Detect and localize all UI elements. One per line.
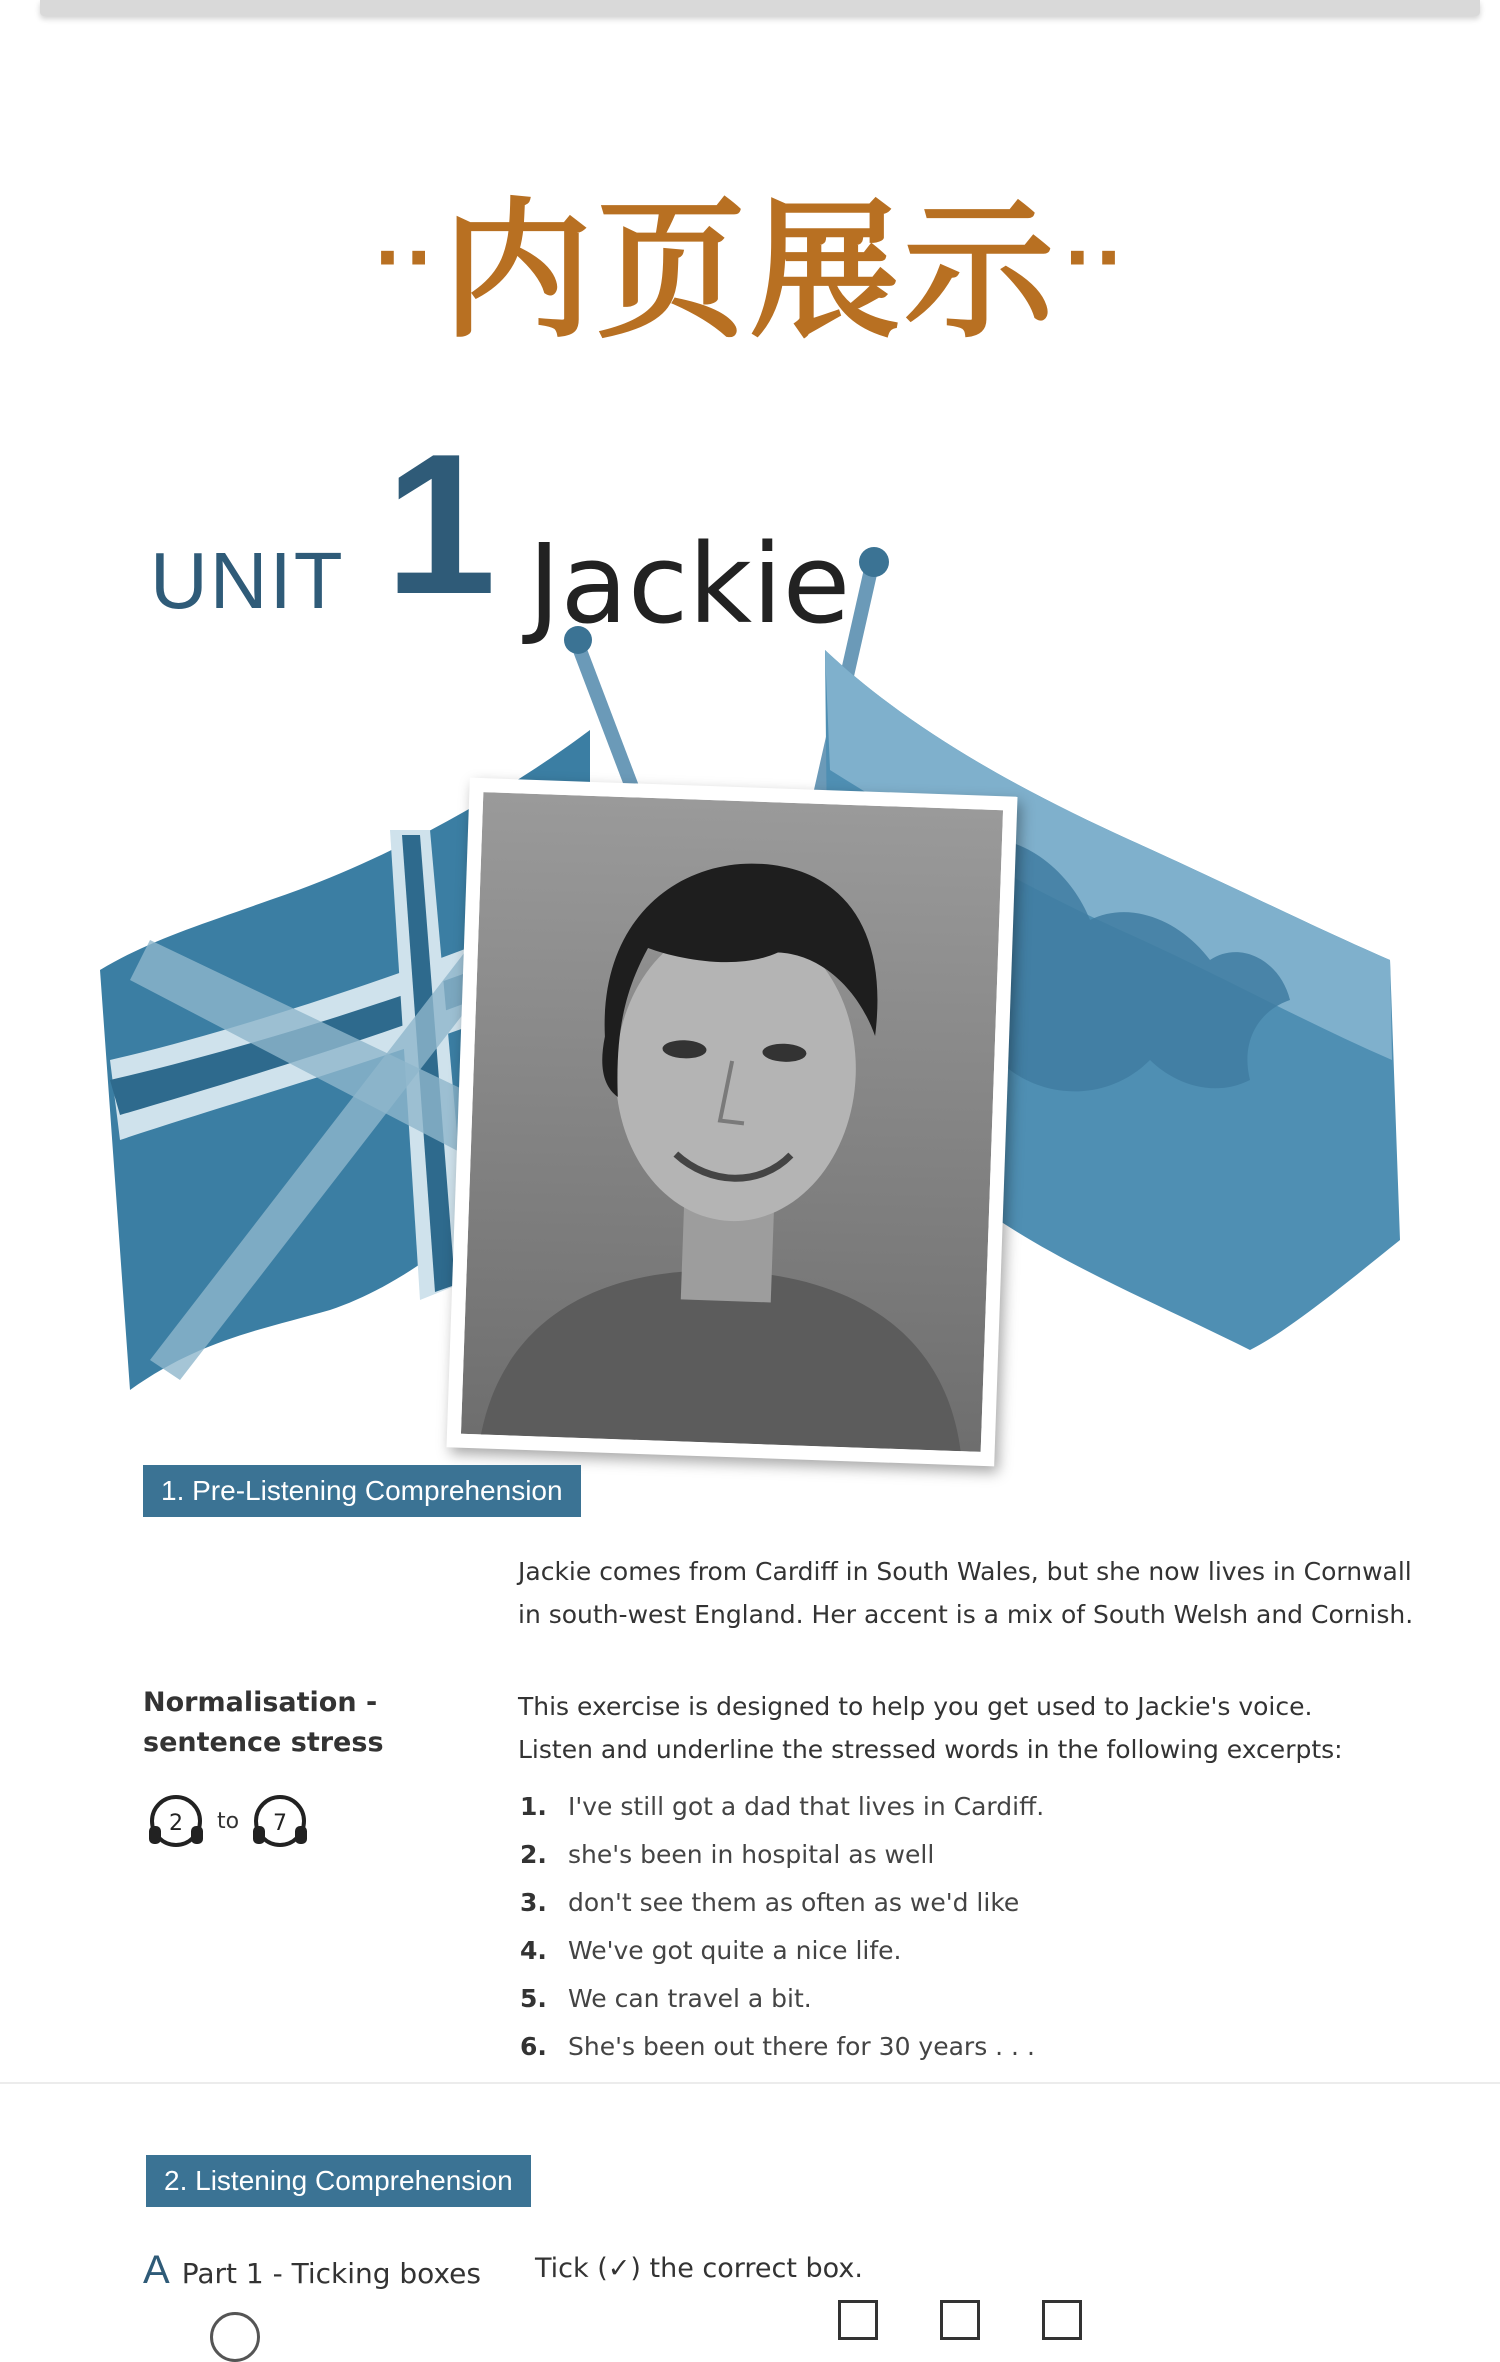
top-bar [40,0,1480,16]
section-header-listening: 2. Listening Comprehension [146,2155,531,2207]
section-header-pre-listening: 1. Pre-Listening Comprehension [143,1465,581,1517]
right-pole-finial [859,547,889,577]
exercise-line2: Listen and underline the stressed words in the following excerpts: [518,1735,1343,1764]
banner-title: 内页展示 [441,185,1058,359]
audio-circle-icon [210,2312,260,2362]
list-item: 5. We can travel a bit. [520,1984,812,2013]
part-letter: A [143,2248,170,2292]
banner-dots-left: ·· [373,216,437,300]
audio-track-from: 2 [169,1811,183,1836]
unit-number: 1 [385,413,497,636]
intro-paragraph: Jackie comes from Cardiff in South Wales, but she now lives in Cornwall in south-west England. Her accent is a mix of South Welsh and Cornish. [518,1557,1414,1629]
normalisation-label [143,1683,384,1763]
page-divider [0,2082,1500,2084]
normalisation-label-line2: sentence stress [143,1727,384,1758]
portrait-photo [446,778,1017,1467]
page-banner [0,150,1500,366]
list-item: 4. We've got quite a nice life. [520,1936,902,1965]
audio-tracks [145,1790,311,1852]
tick-box[interactable] [940,2300,980,2340]
list-item: 6. She's been out there for 30 years . . . [520,2032,1035,2061]
audio-track-to: 7 [273,1811,288,1836]
part-title: Part 1 - Ticking boxes [181,2257,481,2290]
tick-instruction: Tick (✓) the correct box. [535,2253,863,2284]
exercise-line1: This exercise is designed to help you get used to Jackie's voice. [518,1692,1313,1721]
unit-name: Jackie [528,520,851,648]
tick-box[interactable] [1042,2300,1082,2340]
headphones-icon [249,1790,311,1852]
headphones-icon [145,1790,207,1852]
part-a-heading [143,2248,481,2293]
list-item: 1. I've still got a dad that lives in Cardiff. [520,1792,1045,1821]
banner-dots-right: ·· [1063,216,1127,300]
excerpt-list [520,1783,1044,2071]
audio-to-word: to [217,1808,240,1834]
normalisation-label-line1: Normalisation - [143,1687,378,1718]
tick-box[interactable] [838,2300,878,2340]
portrait-image [461,792,1003,1452]
list-item: 3. don't see them as often as we'd like [520,1888,1020,1917]
list-item: 2. she's been in hospital as well [520,1840,935,1869]
exercise-instructions [518,1685,1418,1771]
unit-label: UNIT [150,536,345,625]
